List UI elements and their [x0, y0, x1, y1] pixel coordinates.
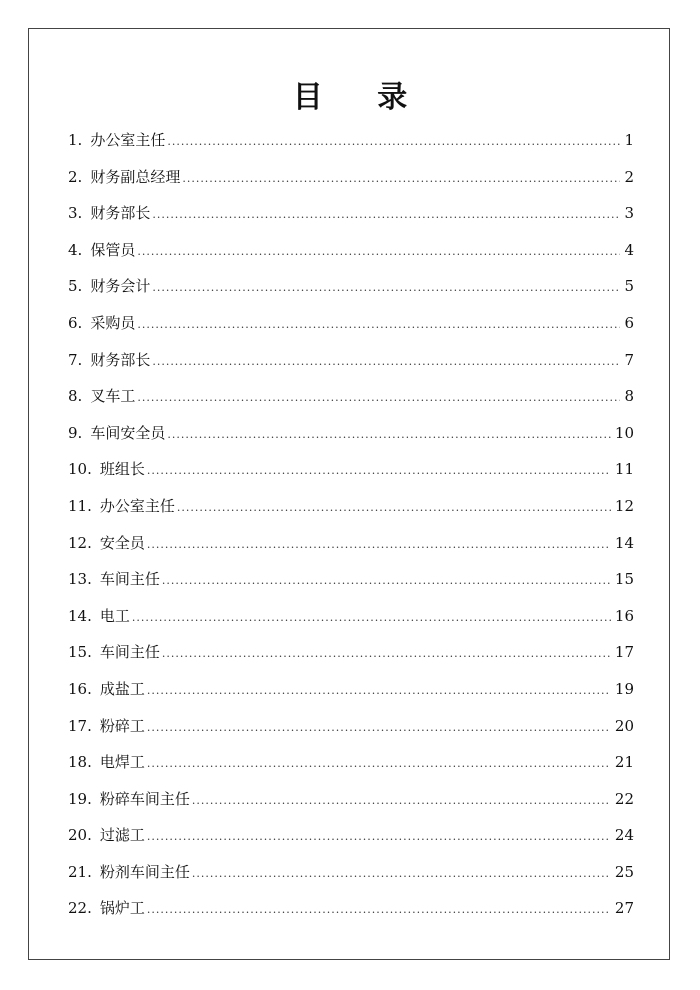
toc-dot-leader	[137, 311, 620, 339]
toc-entry-page: 5	[624, 277, 634, 296]
toc-entry-number: 6.	[68, 313, 83, 332]
toc-entry-title: 财务部长	[90, 204, 151, 223]
toc-entry-title: 安全员	[99, 533, 145, 552]
toc-entry-title: 锅炉工	[99, 899, 145, 918]
toc-entry-title: 保管员	[90, 240, 136, 259]
toc-entry-title: 粉碎车间主任	[99, 789, 190, 808]
toc-entry[interactable]	[68, 858, 634, 895]
toc-entry-page: 3	[624, 204, 634, 223]
toc-entry-title: 叉车工	[90, 387, 136, 406]
toc-entry-number: 13.	[68, 570, 92, 589]
toc-entry[interactable]	[68, 602, 634, 639]
toc-entry[interactable]	[68, 529, 634, 566]
toc-entry[interactable]	[68, 346, 634, 383]
toc-entry-page: 14	[614, 533, 634, 552]
toc-dot-leader	[147, 531, 611, 559]
toc-entry-title: 粉剂车间主任	[99, 862, 190, 881]
toc-entry-title: 粉碎工	[99, 716, 145, 735]
toc-dot-leader	[152, 348, 620, 376]
toc-entry-page: 7	[624, 350, 634, 369]
toc-entry[interactable]	[68, 419, 634, 456]
toc-entry-number: 15.	[68, 643, 92, 662]
toc-entry-number: 21.	[68, 862, 92, 881]
toc-entry-number: 12.	[68, 533, 92, 552]
toc-entry-title: 过滤工	[99, 826, 145, 845]
toc-entry[interactable]	[68, 309, 634, 346]
toc-dot-leader	[137, 384, 620, 412]
toc-entry-page: 8	[624, 387, 634, 406]
toc-entry-page: 6	[624, 313, 634, 332]
toc-dot-leader	[147, 823, 611, 851]
toc-dot-leader	[132, 604, 611, 632]
toc-title: 目 录	[292, 80, 430, 115]
toc-entry-title: 财务会计	[90, 277, 151, 296]
toc-entry-page: 16	[614, 606, 634, 625]
toc-dot-leader	[152, 201, 620, 229]
toc-entry[interactable]	[68, 675, 634, 712]
toc-entry-page: 4	[624, 240, 634, 259]
toc-entry-page: 12	[614, 496, 634, 515]
toc-entry-page: 19	[614, 679, 634, 698]
toc-dot-leader	[177, 494, 611, 522]
toc-entry[interactable]	[68, 821, 634, 858]
toc-entry[interactable]	[68, 455, 634, 492]
toc-entry-title: 车间主任	[99, 570, 160, 589]
toc-entry-page: 10	[614, 423, 634, 442]
toc-entry[interactable]	[68, 785, 634, 822]
toc-entry-page: 1	[624, 131, 634, 149]
toc-entry-title: 财务部长	[90, 350, 151, 369]
toc-entry-number: 3.	[68, 204, 83, 223]
toc-entry-number: 19.	[68, 789, 92, 808]
toc-dot-leader	[192, 860, 611, 888]
toc-entry-page: 21	[614, 753, 634, 772]
toc-entry-number: 7.	[68, 350, 83, 369]
toc-entry[interactable]	[68, 492, 634, 529]
toc-entry-number: 17.	[68, 716, 92, 735]
toc-entry-title: 财务副总经理	[90, 167, 181, 186]
toc-entry-title: 车间主任	[99, 643, 160, 662]
toc-dot-leader	[147, 677, 611, 705]
toc-entry-number: 11.	[68, 496, 92, 515]
toc-dot-leader	[182, 165, 620, 193]
toc-entry[interactable]	[68, 382, 634, 419]
toc-entry-page: 24	[614, 826, 634, 845]
toc-entry-title: 成盐工	[99, 679, 145, 698]
toc-dot-leader	[167, 421, 611, 449]
toc-entry-number: 2.	[68, 167, 83, 186]
toc-dot-leader	[147, 750, 611, 778]
toc-entry-number: 10.	[68, 460, 92, 479]
toc-entry-title: 电焊工	[99, 753, 145, 772]
toc-entry-page: 17	[614, 643, 634, 662]
toc-entry-page: 27	[614, 899, 634, 918]
toc-entry-page: 20	[614, 716, 634, 735]
toc-entry-page: 22	[614, 789, 634, 808]
toc-dot-leader	[147, 714, 611, 742]
toc-list	[68, 126, 634, 931]
toc-entry[interactable]	[68, 163, 634, 200]
toc-entry-title: 车间安全员	[90, 423, 166, 442]
toc-entry-number: 8.	[68, 387, 83, 406]
toc-entry-title: 办公室主任	[90, 131, 166, 149]
toc-entry-number: 9.	[68, 423, 83, 442]
toc-entry-page: 25	[614, 862, 634, 881]
toc-entry[interactable]	[68, 748, 634, 785]
toc-entry-title: 电工	[99, 606, 130, 625]
toc-entry[interactable]	[68, 565, 634, 602]
toc-entry-number: 1.	[68, 131, 83, 149]
toc-entry[interactable]	[68, 272, 634, 309]
toc-entry-title: 班组长	[99, 460, 145, 479]
toc-dot-leader	[167, 128, 620, 156]
toc-dot-leader	[192, 787, 611, 815]
toc-dot-leader	[162, 640, 611, 668]
toc-entry-title: 办公室主任	[99, 496, 175, 515]
toc-entry-number: 20.	[68, 826, 92, 845]
toc-entry-number: 4.	[68, 240, 83, 259]
toc-dot-leader	[162, 567, 611, 595]
toc-dot-leader	[147, 896, 611, 924]
toc-entry[interactable]	[68, 894, 634, 931]
toc-dot-leader	[152, 274, 620, 302]
toc-entry[interactable]	[68, 199, 634, 236]
toc-entry-number: 14.	[68, 606, 92, 625]
toc-entry[interactable]	[68, 126, 634, 163]
toc-entry-page: 11	[614, 460, 634, 479]
toc-entry[interactable]	[68, 236, 634, 273]
toc-entry-number: 18.	[68, 753, 92, 772]
toc-dot-leader	[147, 457, 611, 485]
toc-entry-number: 5.	[68, 277, 83, 296]
toc-entry[interactable]	[68, 712, 634, 749]
toc-dot-leader	[137, 238, 620, 266]
toc-entry-page: 2	[624, 167, 634, 186]
toc-entry-title: 采购员	[90, 313, 136, 332]
toc-entry-number: 22.	[68, 899, 92, 918]
toc-entry-page: 15	[614, 570, 634, 589]
toc-entry[interactable]	[68, 638, 634, 675]
toc-entry-number: 16.	[68, 679, 92, 698]
